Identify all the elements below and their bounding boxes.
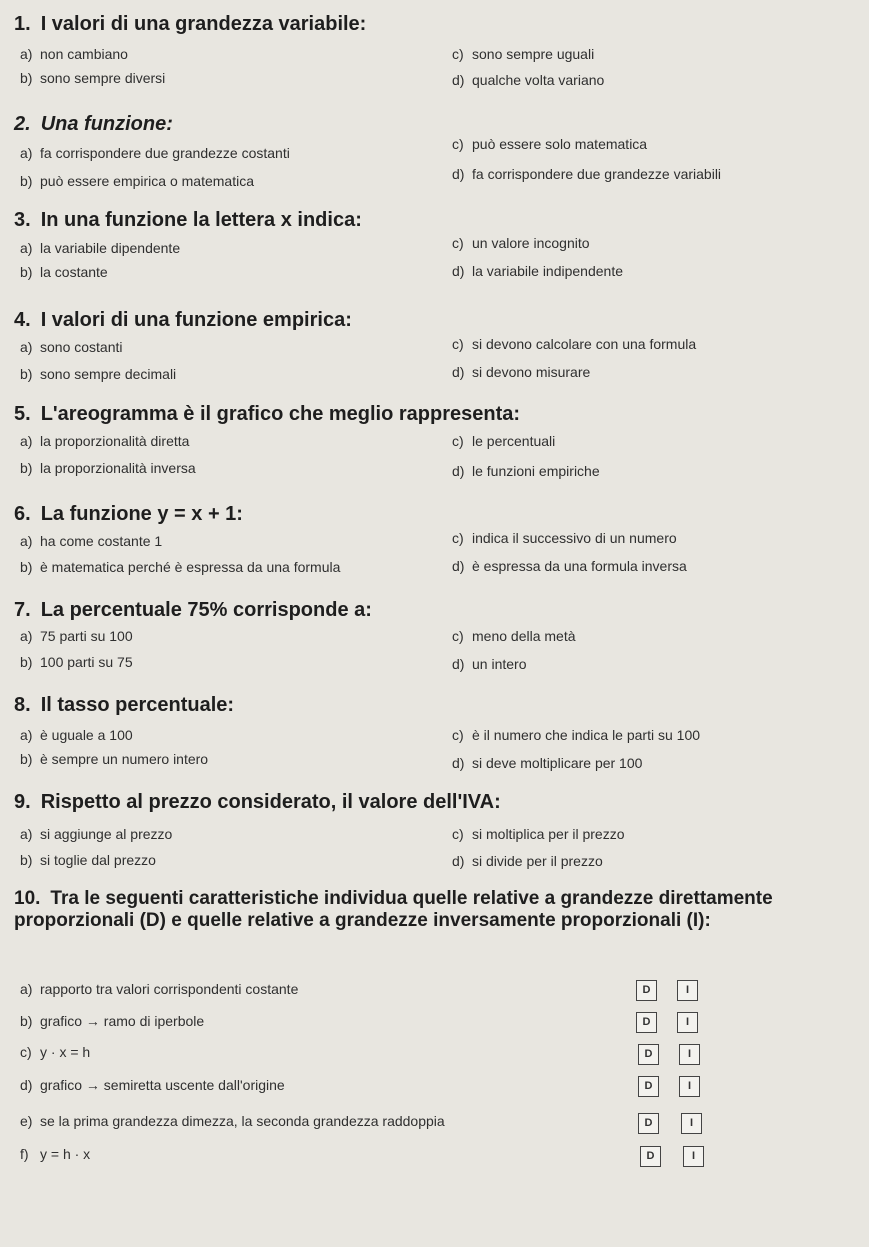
question-4-option-c[interactable]: c) si devono calcolare con una formula <box>452 336 697 352</box>
question-4-option-d[interactable]: d) si devono misurare <box>452 364 591 380</box>
question-3-option-c[interactable]: c) un valore incognito <box>452 235 590 251</box>
q10-item-e-d-box[interactable]: D <box>638 1113 659 1134</box>
q10-item-d-i-box[interactable]: I <box>679 1076 700 1097</box>
question-2-title: 2. Una funzione: <box>14 113 173 135</box>
q10-item-b-d-box[interactable]: D <box>636 1012 657 1033</box>
question-9-option-b[interactable]: b) si toglie dal prezzo <box>20 852 156 868</box>
question-5-option-c[interactable]: c) le percentuali <box>452 433 556 449</box>
question-5-title: 5. L'areogramma è il grafico che meglio rappresenta: <box>14 403 521 425</box>
q10-item-e: e) se la prima grandezza dimezza, la seconda grandezza raddoppia <box>20 1113 445 1129</box>
q10-item-b-i-box[interactable]: I <box>677 1012 698 1033</box>
question-7-option-d[interactable]: d) un intero <box>452 656 527 672</box>
q10-item-a: a) rapporto tra valori corrispondenti costante <box>20 981 299 997</box>
question-10-title: 10. Tra le seguenti caratteristiche individua quelle relative a grandezze direttamente proporzionali (D) e quelle relative a grandezze inversamente proporzionali (I): <box>14 888 773 931</box>
question-7-option-a[interactable]: a) 75 parti su 100 <box>20 628 133 644</box>
q10-item-d-d-box[interactable]: D <box>638 1076 659 1097</box>
question-9-option-c[interactable]: c) si moltiplica per il prezzo <box>452 826 625 842</box>
q10-item-b: b) grafico → ramo di iperbole <box>20 1013 205 1029</box>
question-1-option-b[interactable]: b) sono sempre diversi <box>20 70 166 86</box>
question-6-option-c[interactable]: c) indica il successivo di un numero <box>452 530 677 546</box>
q10-item-c: c) y · x = h <box>20 1044 91 1060</box>
question-8-title: 8. Il tasso percentuale: <box>14 694 235 716</box>
question-1-option-a[interactable]: a) non cambiano <box>20 46 128 62</box>
question-6-option-b[interactable]: b) è matematica perché è espressa da una formula <box>20 559 341 575</box>
question-8-option-a[interactable]: a) è uguale a 100 <box>20 727 133 743</box>
question-2-option-b[interactable]: b) può essere empirica o matematica <box>20 173 254 189</box>
question-9-title: 9. Rispetto al prezzo considerato, il valore dell'IVA: <box>14 791 501 813</box>
question-6-title: 6. La funzione y = x + 1: <box>14 503 243 525</box>
question-1-title: 1. I valori di una grandezza variabile: <box>14 13 367 35</box>
question-4-option-a[interactable]: a) sono costanti <box>20 339 123 355</box>
question-6-option-a[interactable]: a) ha come costante 1 <box>20 533 163 549</box>
question-3-option-b[interactable]: b) la costante <box>20 264 108 280</box>
question-2-option-d[interactable]: d) fa corrispondere due grandezze variabili <box>452 166 722 182</box>
question-9-option-a[interactable]: a) si aggiunge al prezzo <box>20 826 173 842</box>
question-1-option-c[interactable]: c) sono sempre uguali <box>452 46 595 62</box>
question-4-option-b[interactable]: b) sono sempre decimali <box>20 366 177 382</box>
q10-item-c-d-box[interactable]: D <box>638 1044 659 1065</box>
question-2-option-c[interactable]: c) può essere solo matematica <box>452 136 648 152</box>
q10-item-f-d-box[interactable]: D <box>640 1146 661 1167</box>
q10-item-c-i-box[interactable]: I <box>679 1044 700 1065</box>
q10-item-d: d) grafico → semiretta uscente dall'origine <box>20 1077 285 1093</box>
q10-item-e-i-box[interactable]: I <box>681 1113 702 1134</box>
question-5-option-d[interactable]: d) le funzioni empiriche <box>452 463 600 479</box>
question-8-option-b[interactable]: b) è sempre un numero intero <box>20 751 209 767</box>
q10-item-a-d-box[interactable]: D <box>636 980 657 1001</box>
question-8-option-d[interactable]: d) si deve moltiplicare per 100 <box>452 755 643 771</box>
question-6-option-d[interactable]: d) è espressa da una formula inversa <box>452 558 687 574</box>
question-5-option-a[interactable]: a) la proporzionalità diretta <box>20 433 190 449</box>
q10-item-a-i-box[interactable]: I <box>677 980 698 1001</box>
question-9-option-d[interactable]: d) si divide per il prezzo <box>452 853 603 869</box>
question-7-title: 7. La percentuale 75% corrisponde a: <box>14 599 372 621</box>
question-8-option-c[interactable]: c) è il numero che indica le parti su 100 <box>452 727 701 743</box>
question-3-option-a[interactable]: a) la variabile dipendente <box>20 240 181 256</box>
question-5-option-b[interactable]: b) la proporzionalità inversa <box>20 460 196 476</box>
question-3-option-d[interactable]: d) la variabile indipendente <box>452 263 623 279</box>
question-4-title: 4. I valori di una funzione empirica: <box>14 309 352 331</box>
question-1-option-d[interactable]: d) qualche volta variano <box>452 72 605 88</box>
q10-item-f: f) y = h · x <box>20 1146 91 1162</box>
question-3-title: 3. In una funzione la lettera x indica: <box>14 209 362 231</box>
question-7-option-b[interactable]: b) 100 parti su 75 <box>20 654 133 670</box>
q10-item-f-i-box[interactable]: I <box>683 1146 704 1167</box>
question-2-option-a[interactable]: a) fa corrispondere due grandezze costanti <box>20 145 290 161</box>
question-7-option-c[interactable]: c) meno della metà <box>452 628 576 644</box>
